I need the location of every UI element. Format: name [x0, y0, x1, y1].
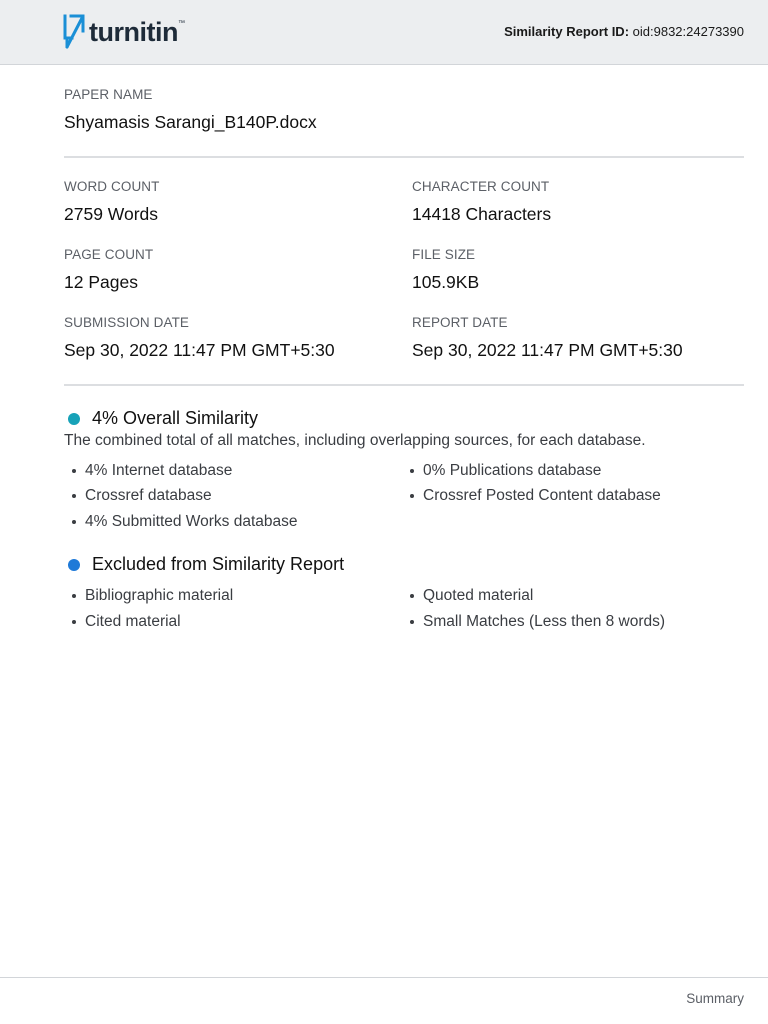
- bullet-icon: [410, 469, 414, 473]
- bullet-icon: [410, 594, 414, 598]
- similarity-item-crossref: Crossref database: [85, 487, 212, 504]
- list-item: [410, 462, 601, 480]
- report-id-value: oid:9832:24273390: [632, 24, 744, 39]
- bullet-icon: [410, 494, 414, 498]
- excluded-item-bibliographic: Bibliographic material: [85, 587, 234, 604]
- trademark-mark: ™: [177, 20, 185, 27]
- paper-name-label: PAPER NAME: [64, 87, 153, 102]
- similarity-description: The combined total of all matches, including overlapping sources, for each database.: [64, 432, 646, 449]
- report-id-label: Similarity Report ID:: [504, 24, 630, 39]
- character-count-label: CHARACTER COUNT: [412, 179, 550, 194]
- list-item: [72, 487, 212, 505]
- list-item: [410, 487, 661, 505]
- list-item: [72, 587, 233, 605]
- bullet-icon: [72, 620, 76, 624]
- turnitin-logo-icon: [63, 14, 85, 50]
- divider-top: [64, 156, 744, 158]
- character-count-value: 14418 Characters: [412, 204, 552, 224]
- list-item: [410, 587, 533, 605]
- excluded-item-quoted: Quoted material: [423, 587, 534, 604]
- file-size-label: FILE SIZE: [412, 247, 476, 262]
- excluded-heading: [68, 554, 344, 575]
- similarity-report-id: [504, 24, 744, 39]
- turnitin-logo: [63, 14, 185, 50]
- list-item: [410, 613, 665, 631]
- overall-similarity-heading: [68, 408, 258, 429]
- list-item: [72, 513, 298, 531]
- similarity-item-internet: 4% Internet database: [85, 462, 233, 479]
- submission-date-value: Sep 30, 2022 11:47 PM GMT+5:30: [64, 340, 335, 360]
- submission-date-label: SUBMISSION DATE: [64, 315, 190, 330]
- bullet-icon: [72, 520, 76, 524]
- turnitin-logo-text: turnitin: [89, 17, 178, 47]
- excluded-item-cited: Cited material: [85, 613, 181, 630]
- overall-similarity-title: 4% Overall Similarity: [92, 408, 259, 428]
- report-date-value: Sep 30, 2022 11:47 PM GMT+5:30: [412, 340, 683, 360]
- list-item: [72, 613, 181, 631]
- divider-middle: [64, 384, 744, 386]
- similarity-item-crossref-posted: Crossref Posted Content database: [423, 487, 661, 504]
- word-count-label: WORD COUNT: [64, 179, 160, 194]
- report-date-label: REPORT DATE: [412, 315, 508, 330]
- report-header: [0, 0, 768, 65]
- word-count-value: 2759 Words: [64, 204, 159, 224]
- page-count-label: PAGE COUNT: [64, 247, 154, 262]
- bullet-icon: [72, 594, 76, 598]
- file-size-value: 105.9KB: [412, 272, 480, 292]
- footer-summary-label: Summary: [686, 991, 744, 1006]
- bullet-icon: [72, 494, 76, 498]
- excluded-dot-icon: [68, 559, 80, 571]
- footer-divider: [0, 977, 768, 978]
- list-item: [72, 462, 232, 480]
- similarity-dot-icon: [68, 413, 80, 425]
- excluded-item-small-matches: Small Matches (Less then 8 words): [423, 613, 666, 630]
- excluded-title: Excluded from Similarity Report: [92, 554, 345, 574]
- page-count-value: 12 Pages: [64, 272, 138, 292]
- bullet-icon: [410, 620, 414, 624]
- similarity-item-publications: 0% Publications database: [423, 462, 602, 479]
- paper-name-value: Shyamasis Sarangi_B140P.docx: [64, 112, 317, 132]
- similarity-item-submitted-works: 4% Submitted Works database: [85, 513, 298, 530]
- bullet-icon: [72, 469, 76, 473]
